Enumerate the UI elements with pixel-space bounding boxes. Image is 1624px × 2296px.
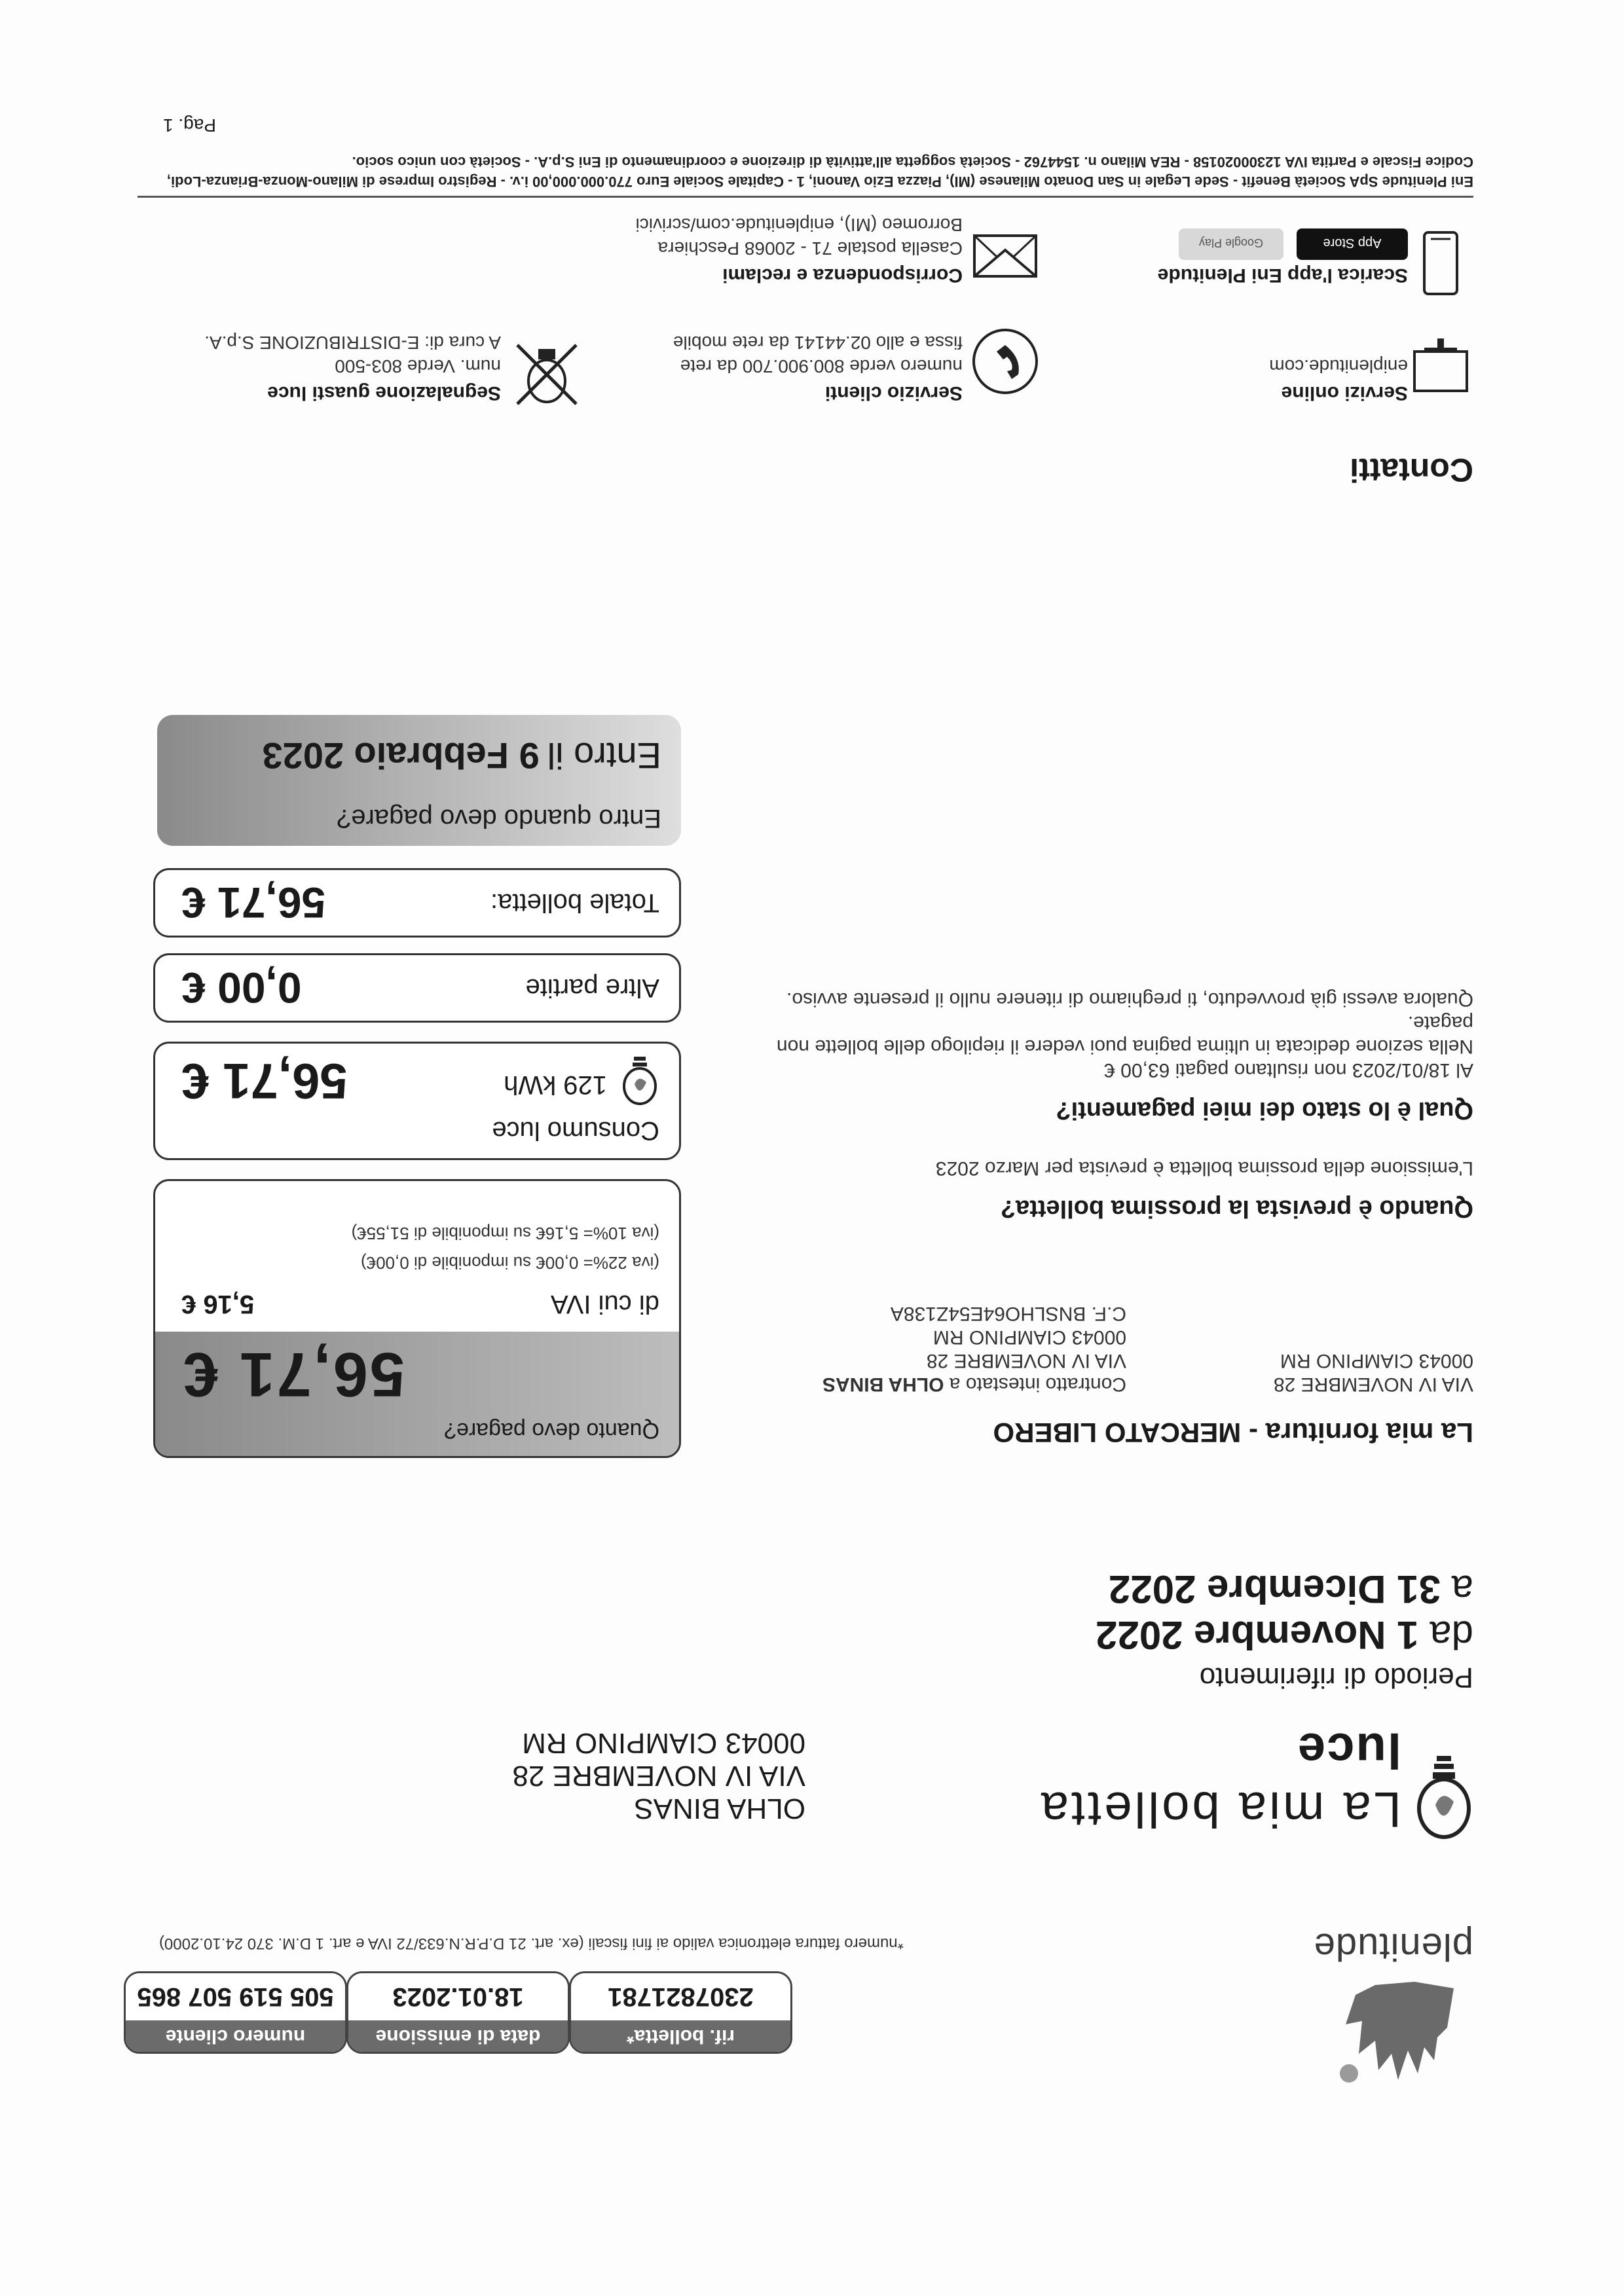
google-play-label: Google Play — [1198, 236, 1264, 249]
amount-due-header — [155, 1332, 679, 1456]
bill-ref-label: rif. bolletta* — [571, 2020, 790, 2052]
customer-name: OLHA BINAS — [634, 1793, 805, 1825]
contract-label: Contratto intestato a — [949, 1374, 1126, 1395]
issue-date-value: 18.01.2023 — [348, 1973, 568, 2020]
page-number: Pag. 1 — [163, 115, 216, 136]
customer-number-value: 505 519 507 865 — [126, 1973, 345, 2020]
customer-number-box — [124, 1971, 347, 2054]
vat-detail-22: (iva 22%= 0,00€ su imponibile di 0,00€) — [360, 1253, 659, 1273]
google-play-badge[interactable] — [1179, 228, 1283, 260]
payments-answer-line2: Nella sezione dedicata in ultima pagina puoi vedere il riepilogo delle bollette non pagate. — [776, 1012, 1473, 1057]
online-services-text[interactable]: eniplenitude.com — [1269, 356, 1408, 376]
app-download-title: Scarica l'app Eni Plenitude — [1157, 264, 1408, 286]
app-store-badge[interactable] — [1297, 228, 1408, 260]
correspondence-title: Corrispondenza e reclami — [722, 264, 963, 286]
correspondence-line1: Casella postale 71 - 20068 Peschiera — [657, 238, 963, 259]
period-to-prefix: a — [1451, 1567, 1473, 1611]
next-bill-question: Quando è prevista la prossima bolletta? — [1000, 1195, 1473, 1222]
payments-answer — [753, 987, 1473, 1082]
supply-address-line1: VIA IV NOVEMBRE 28 — [1273, 1374, 1473, 1395]
contract-city: 00043 CIAMPINO RM — [932, 1326, 1126, 1348]
customer-street: VIA IV NOVEMBRE 28 — [512, 1760, 805, 1792]
period-to-date: 31 Dicembre 2022 — [1108, 1567, 1441, 1611]
amount-due-value: 56,71 € — [181, 1339, 405, 1410]
broken-bulb-icon — [511, 338, 583, 410]
lightbulb-icon — [1414, 1749, 1473, 1841]
customer-address — [513, 1726, 806, 1825]
bill-total-value: 56,71 € — [181, 879, 326, 927]
customer-service-line1: numero verde 800.900.700 da rete — [680, 356, 963, 376]
correspondence-line2: Borromeo (MI), eniplenitude.com/scrivici — [635, 215, 963, 235]
due-date-box — [157, 715, 681, 846]
invoice-footnote: *numero fattura elettronica valido ai fini fiscali (ex. art. 21 D.P.R.N.633/72 IVA e art. 1 D.M. 370 24.10.2000) — [158, 1935, 904, 1952]
due-date-label: Entro quando devo pagare? — [337, 804, 661, 833]
footer-divider — [138, 196, 1473, 198]
contract-cf: C.F. BNSLHO64E54Z138A — [890, 1303, 1126, 1324]
phone-icon — [969, 325, 1041, 397]
vat-value: 5,16 € — [181, 1290, 255, 1319]
app-store-label: App Store — [1323, 236, 1382, 250]
vat-detail-10: (iva 10%= 5,16€ su imponibile di 51,55€) — [351, 1224, 659, 1243]
bill-total-box — [153, 868, 681, 938]
correspondence-text — [636, 213, 963, 260]
fault-report-title: Segnalazione guasti luce — [267, 382, 501, 404]
period-to — [1109, 1567, 1473, 1612]
other-items-value: 0,00 € — [181, 964, 302, 1012]
amount-due-label: Quanto devo pagare? — [444, 1418, 659, 1443]
contacts-title: Contatti — [1350, 452, 1473, 488]
smartphone-icon — [1405, 227, 1477, 299]
lightbulb-icon — [620, 1053, 659, 1106]
issue-date-box — [346, 1971, 570, 2054]
payments-answer-line3: Qualora avessi già provveduto, ti preghiamo di ritenere nullo il presente avviso. — [786, 989, 1473, 1010]
contract-street: VIA IV NOVEMBRE 28 — [926, 1350, 1126, 1372]
customer-city: 00043 CIAMPINO RM — [522, 1727, 805, 1759]
laptop-icon — [1405, 332, 1477, 404]
bill-title: La mia bolletta — [1038, 1781, 1401, 1837]
bill-total-label: Totale bolletta: — [490, 888, 659, 917]
amount-due-box — [153, 1179, 681, 1458]
customer-service-title: Servizio clienti — [824, 382, 963, 404]
envelope-icon — [969, 221, 1041, 293]
next-bill-answer: L'emissione della prossima bolletta è prevista per Marzo 2023 — [935, 1157, 1473, 1179]
consumption-box — [153, 1042, 681, 1160]
legal-footer: Eni Plenitude SpA Società Benefit - Sede Legale in San Donato Milanese (MI), Piazza Ezio Vanoni, 1 - Capitale Sociale Euro 770.000.000,00 i.v. - Registro Imprese di Milano-Monza-Brianza-Lodi, Codice Fiscale e Partita IVA 12300020158 - REA Milano n. 1544762 - Società soggetta all'attività di direzione e coordinamento di Eni S.p.A. - Società con unico socio. — [166, 154, 1473, 190]
contract-holder — [822, 1302, 1126, 1396]
fault-report-line2: A cura di: E-DISTRIBUZIONE S.p.A. — [204, 333, 501, 353]
due-date-prefix: Entro il — [547, 735, 661, 776]
customer-service-text — [673, 331, 963, 378]
supply-address — [1274, 1349, 1473, 1396]
bill-ref-box — [569, 1971, 792, 2054]
brand-name: plenitude — [1313, 1925, 1473, 1968]
supply-title: La mia fornitura - MERCATO LIBERO — [993, 1417, 1473, 1448]
online-services-title: Servizi online — [1281, 382, 1408, 404]
contract-name: OLHA BINAS — [822, 1374, 944, 1395]
customer-number-label: numero cliente — [126, 2020, 345, 2052]
consumption-value: 56,71 € — [181, 1053, 348, 1108]
fault-report-text — [204, 331, 501, 378]
plenitude-logo-icon — [1329, 1969, 1473, 2100]
period-from — [1096, 1613, 1473, 1658]
vat-label: di cui IVA — [551, 1290, 659, 1319]
other-items-box — [153, 953, 681, 1023]
bill-subtitle: luce — [1296, 1722, 1401, 1778]
bill-ref-value: 2307821781 — [571, 1973, 790, 2020]
customer-service-line2: fissa e allo 02.44141 da rete mobile — [673, 333, 963, 353]
supply-address-line2: 00043 CIAMPINO RM — [1280, 1350, 1473, 1372]
issue-date-label: data di emissione — [348, 2020, 568, 2052]
period-label: Periodo di riferimento — [1199, 1662, 1473, 1694]
period-from-prefix: da — [1430, 1613, 1473, 1657]
payments-answer-line1: Al 18/01/2023 non risultano pagati 63,00 € — [1104, 1059, 1473, 1081]
due-date: 9 Febbraio 2023 — [262, 735, 540, 776]
consumption-label: Consumo luce — [492, 1116, 659, 1145]
consumption-kwh: 129 kWh — [504, 1070, 607, 1099]
payments-question: Qual è lo stato dei miei pagamenti? — [1056, 1097, 1473, 1124]
period-from-date: 1 Novembre 2022 — [1095, 1613, 1419, 1657]
fault-report-line1: num. Verde 803-500 — [335, 356, 501, 376]
due-date-value — [262, 735, 661, 777]
other-items-label: Altre partite — [525, 974, 659, 1002]
